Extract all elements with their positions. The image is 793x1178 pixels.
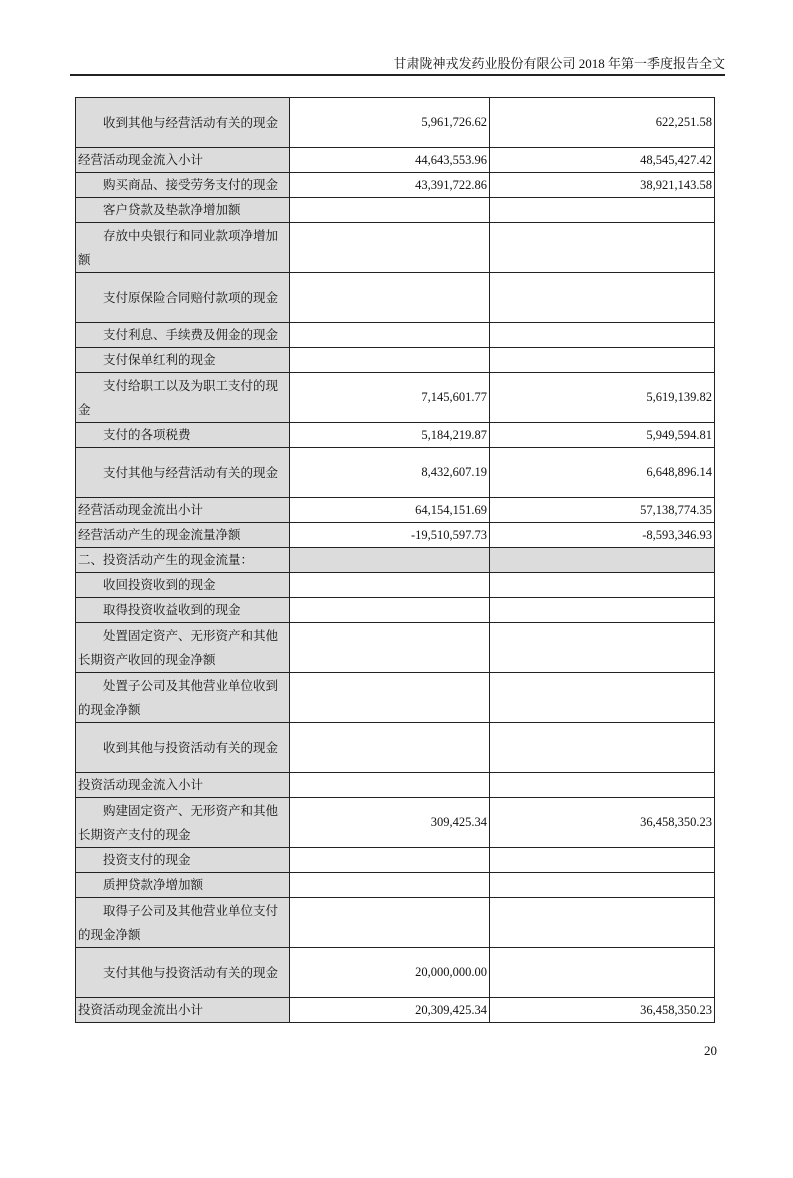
row-label: 取得投资收益收到的现金 xyxy=(76,598,290,623)
previous-period-value: 48,545,427.42 xyxy=(490,148,715,173)
row-label: 支付利息、手续费及佣金的现金 xyxy=(76,323,290,348)
table-row xyxy=(76,423,715,448)
current-period-value xyxy=(290,198,490,223)
section-header-row xyxy=(76,548,715,573)
table-row xyxy=(76,873,715,898)
current-period-value: 309,425.34 xyxy=(290,798,490,848)
previous-period-value: 36,458,350.23 xyxy=(490,798,715,848)
row-label: 收到其他与经营活动有关的现金 xyxy=(76,98,290,148)
table-row xyxy=(76,723,715,773)
current-period-value xyxy=(290,873,490,898)
row-label: 支付原保险合同赔付款项的现金 xyxy=(76,273,290,323)
previous-period-value: 622,251.58 xyxy=(490,98,715,148)
cash-flow-table xyxy=(75,97,715,1023)
table-row xyxy=(76,898,715,948)
previous-period-value xyxy=(490,348,715,373)
current-period-value xyxy=(290,848,490,873)
row-label: 支付保单红利的现金 xyxy=(76,348,290,373)
current-period-value: 44,643,553.96 xyxy=(290,148,490,173)
current-period-value xyxy=(290,773,490,798)
previous-period-value: 36,458,350.23 xyxy=(490,998,715,1023)
table-row xyxy=(76,173,715,198)
row-label: 取得子公司及其他营业单位支付的现金净额 xyxy=(76,898,290,948)
current-period-value: 5,184,219.87 xyxy=(290,423,490,448)
row-label: 支付的各项税费 xyxy=(76,423,290,448)
row-label: 二、投资活动产生的现金流量： xyxy=(76,548,290,573)
row-label: 投资活动现金流出小计 xyxy=(76,998,290,1023)
table-row xyxy=(76,848,715,873)
table-row xyxy=(76,948,715,998)
previous-period-value: 57,138,774.35 xyxy=(490,498,715,523)
previous-period-value xyxy=(490,773,715,798)
table-row xyxy=(76,598,715,623)
previous-period-value: 6,648,896.14 xyxy=(490,448,715,498)
current-period-value: -19,510,597.73 xyxy=(290,523,490,548)
table-row xyxy=(76,498,715,523)
table-row xyxy=(76,198,715,223)
previous-period-value xyxy=(490,198,715,223)
table-row xyxy=(76,98,715,148)
row-label: 投资支付的现金 xyxy=(76,848,290,873)
current-period-value xyxy=(290,598,490,623)
table-row xyxy=(76,273,715,323)
previous-period-value xyxy=(490,548,715,573)
current-period-value xyxy=(290,898,490,948)
table-row xyxy=(76,323,715,348)
table-row xyxy=(76,773,715,798)
table-row xyxy=(76,673,715,723)
current-period-value xyxy=(290,573,490,598)
previous-period-value xyxy=(490,673,715,723)
previous-period-value xyxy=(490,598,715,623)
table-row xyxy=(76,798,715,848)
previous-period-value xyxy=(490,323,715,348)
page-header: 甘肃陇神戎发药业股份有限公司 2018 年第一季度报告全文 xyxy=(70,56,725,76)
previous-period-value: 5,949,594.81 xyxy=(490,423,715,448)
current-period-value: 43,391,722.86 xyxy=(290,173,490,198)
previous-period-value xyxy=(490,948,715,998)
row-label: 质押贷款净增加额 xyxy=(76,873,290,898)
previous-period-value: 38,921,143.58 xyxy=(490,173,715,198)
current-period-value xyxy=(290,348,490,373)
row-label: 支付其他与投资活动有关的现金 xyxy=(76,948,290,998)
previous-period-value xyxy=(490,848,715,873)
row-label: 收回投资收到的现金 xyxy=(76,573,290,598)
previous-period-value xyxy=(490,223,715,273)
current-period-value xyxy=(290,723,490,773)
row-label: 经营活动现金流出小计 xyxy=(76,498,290,523)
current-period-value: 64,154,151.69 xyxy=(290,498,490,523)
previous-period-value xyxy=(490,273,715,323)
row-label: 收到其他与投资活动有关的现金 xyxy=(76,723,290,773)
previous-period-value xyxy=(490,873,715,898)
previous-period-value xyxy=(490,573,715,598)
row-label: 存放中央银行和同业款项净增加额 xyxy=(76,223,290,273)
current-period-value xyxy=(290,223,490,273)
current-period-value xyxy=(290,623,490,673)
previous-period-value: 5,619,139.82 xyxy=(490,373,715,423)
row-label: 处置固定资产、无形资产和其他长期资产收回的现金净额 xyxy=(76,623,290,673)
row-label: 支付其他与经营活动有关的现金 xyxy=(76,448,290,498)
row-label: 购买商品、接受劳务支付的现金 xyxy=(76,173,290,198)
table-row xyxy=(76,623,715,673)
row-label: 支付给职工以及为职工支付的现金 xyxy=(76,373,290,423)
previous-period-value xyxy=(490,723,715,773)
current-period-value xyxy=(290,548,490,573)
row-label: 投资活动现金流入小计 xyxy=(76,773,290,798)
current-period-value xyxy=(290,673,490,723)
current-period-value xyxy=(290,323,490,348)
table-row xyxy=(76,148,715,173)
table-row xyxy=(76,523,715,548)
current-period-value xyxy=(290,273,490,323)
row-label: 处置子公司及其他营业单位收到的现金净额 xyxy=(76,673,290,723)
table-row xyxy=(76,223,715,273)
table-row xyxy=(76,348,715,373)
previous-period-value: -8,593,346.93 xyxy=(490,523,715,548)
previous-period-value xyxy=(490,623,715,673)
page-number: 20 xyxy=(704,1043,717,1058)
table-row xyxy=(76,448,715,498)
table-row xyxy=(76,573,715,598)
row-label: 购建固定资产、无形资产和其他长期资产支付的现金 xyxy=(76,798,290,848)
previous-period-value xyxy=(490,898,715,948)
current-period-value: 5,961,726.62 xyxy=(290,98,490,148)
table-row xyxy=(76,998,715,1023)
row-label: 经营活动产生的现金流量净额 xyxy=(76,523,290,548)
current-period-value: 20,000,000.00 xyxy=(290,948,490,998)
current-period-value: 8,432,607.19 xyxy=(290,448,490,498)
table-row xyxy=(76,373,715,423)
current-period-value: 7,145,601.77 xyxy=(290,373,490,423)
current-period-value: 20,309,425.34 xyxy=(290,998,490,1023)
row-label: 客户贷款及垫款净增加额 xyxy=(76,198,290,223)
row-label: 经营活动现金流入小计 xyxy=(76,148,290,173)
